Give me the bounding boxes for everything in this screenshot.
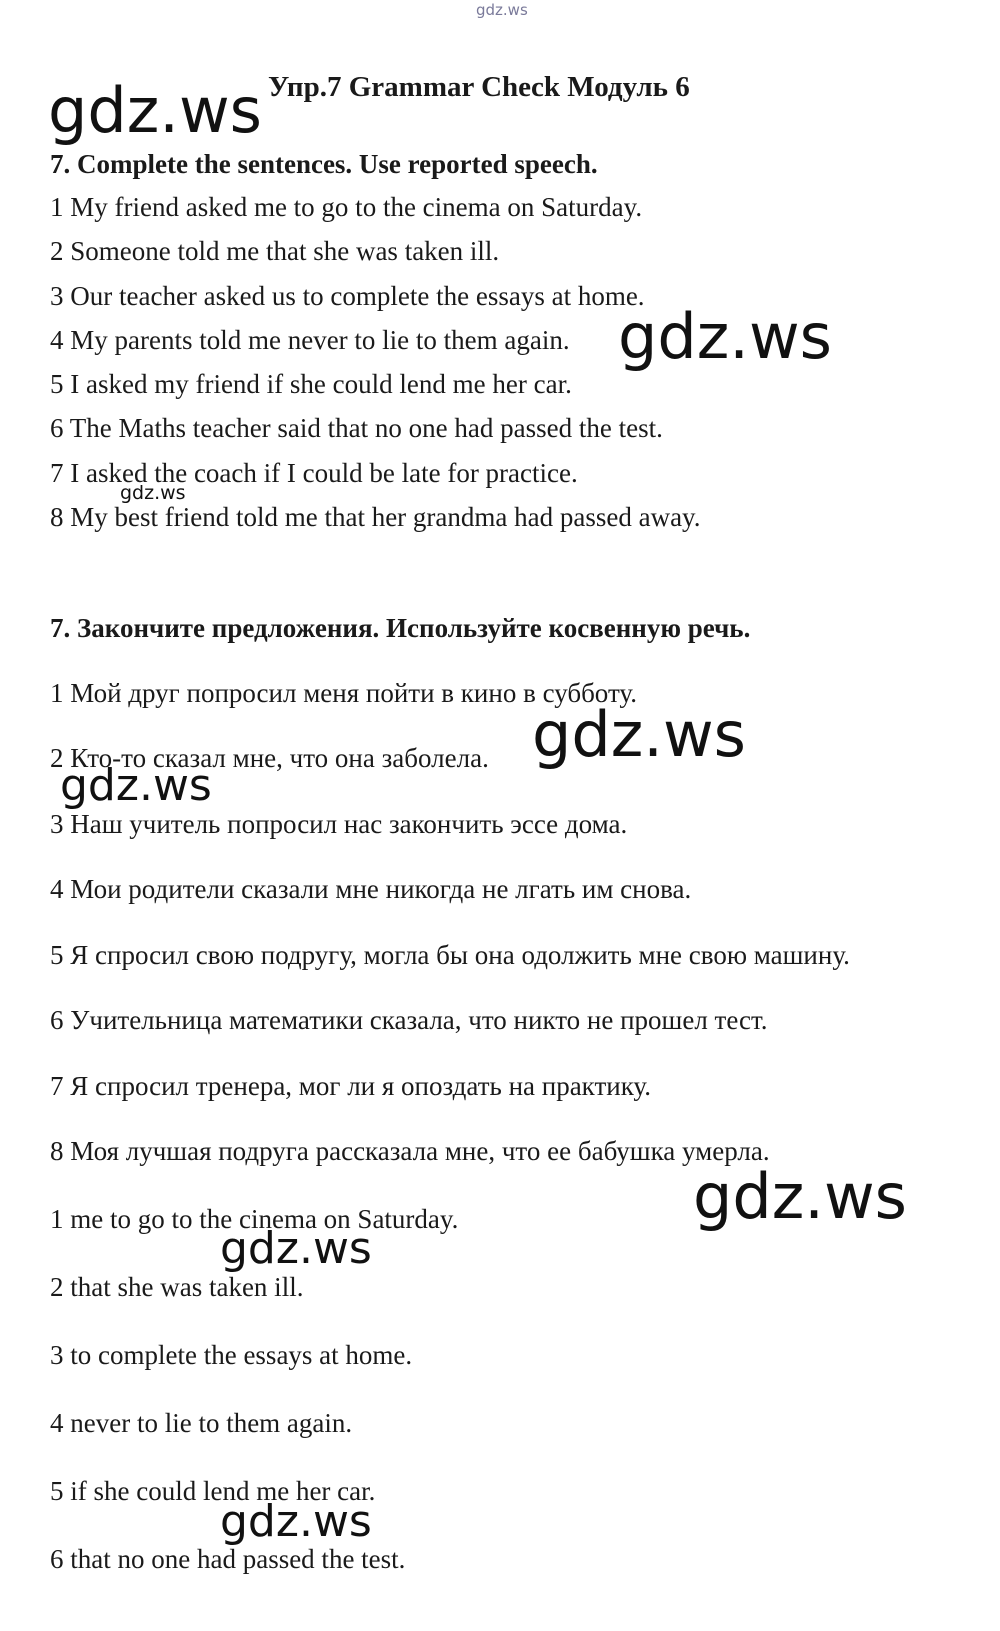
watermark-small: gdz.ws [120,482,186,504]
exercise-heading-english: 7. Complete the sentences. Use reported speech. [50,149,598,179]
answer-5: 5 if she could lend me her car. [50,1476,376,1506]
answer-4: 4 never to lie to them again. [50,1408,353,1438]
sentence-en-8: 8 My best friend told me that her grandma had passed away. [50,502,701,532]
sentence-ru-5: 5 Я спросил свою подругу, могла бы она одолжить мне свою машину. [50,940,850,970]
sentence-ru-8: 8 Моя лучшая подруга рассказала мне, что ее бабушка умерла. [50,1136,770,1166]
answer-6: 6 that no one had passed the test. [50,1544,406,1574]
watermark-large: gdz.ws [532,698,746,771]
sentence-en-6: 6 The Maths teacher said that no one had passed the test. [50,413,663,443]
sentence-ru-1: 1 Мой друг попросил меня пойти в кино в субботу. [50,678,637,708]
sentence-en-3: 3 Our teacher asked us to complete the essays at home. [50,281,645,311]
answer-3: 3 to complete the essays at home. [50,1340,413,1370]
sentence-ru-2: 2 Кто-то сказал мне, что она заболела. [50,743,489,773]
watermark-medium: gdz.ws [220,1223,372,1274]
sentence-ru-7: 7 Я спросил тренера, мог ли я опоздать на практику. [50,1071,651,1101]
answer-1: 1 me to go to the cinema on Saturday. [50,1204,459,1234]
sentence-en-4: 4 My parents told me never to lie to them again. [50,325,570,355]
sentence-en-5: 5 I asked my friend if she could lend me her car. [50,369,572,399]
watermark-top: gdz.ws [476,1,528,19]
watermark-medium: gdz.ws [60,760,212,811]
watermark-large: gdz.ws [618,300,832,373]
answer-2: 2 that she was taken ill. [50,1272,304,1302]
page-title: Упр.7 Grammar Check Модуль 6 [268,71,690,103]
sentence-en-2: 2 Someone told me that she was taken ill. [50,236,500,266]
watermark-medium: gdz.ws [220,1496,372,1547]
sentence-en-7: 7 I asked the coach if I could be late for practice. [50,458,578,488]
sentence-ru-4: 4 Мои родители сказали мне никогда не лгать им снова. [50,874,692,904]
watermark-large: gdz.ws [48,74,262,147]
sentence-ru-3: 3 Наш учитель попросил нас закончить эссе дома. [50,809,628,839]
sentence-ru-6: 6 Учительница математики сказала, что никто не прошел тест. [50,1005,768,1035]
watermark-large: gdz.ws [693,1160,907,1233]
exercise-heading-russian: 7. Закончите предложения. Используйте косвенную речь. [50,613,751,643]
sentence-en-1: 1 My friend asked me to go to the cinema on Saturday. [50,192,643,222]
